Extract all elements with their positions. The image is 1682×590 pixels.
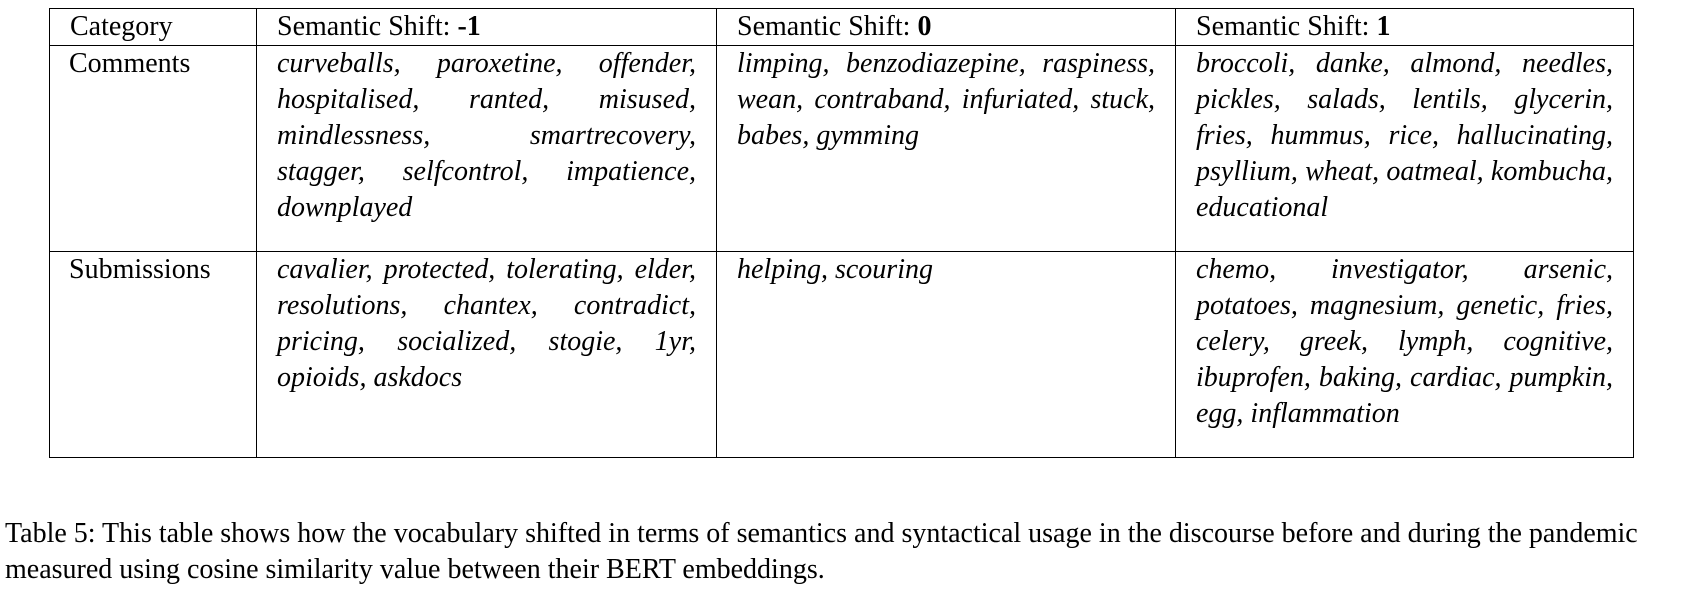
row-category: Submissions — [50, 252, 257, 458]
shift-value-neg: -1 — [457, 11, 481, 42]
shift-value-pos: 1 — [1376, 11, 1391, 42]
words-shift-neg: curveballs, paroxetine, offender, hospitalised, ranted, misused, mindlessness, smartrecovery, stagger, selfcontrol, impatience, downplayed — [257, 46, 717, 252]
words-shift-neg: cavalier, protected, tolerating, elder, resolutions, chantex, contradict, pricing, socialized, stogie, 1yr, opioids, askdocs — [257, 252, 717, 458]
table-row-submissions — [50, 252, 1634, 458]
table — [49, 8, 1634, 458]
shift-prefix: Semantic Shift: — [277, 11, 458, 42]
table-caption: Table 5: This table shows how the vocabulary shifted in terms of semantics and syntactical usage in the discourse before and during the pandemic measured using cosine similarity value between their BERT embeddings. — [5, 518, 1638, 585]
shift-prefix: Semantic Shift: — [737, 11, 918, 42]
shift-value-zero: 0 — [917, 11, 932, 42]
header-shift-neg — [257, 9, 717, 46]
header-row — [50, 9, 1634, 46]
shift-prefix: Semantic Shift: — [1196, 11, 1377, 42]
words-shift-pos: chemo, investigator, arsenic, potatoes, magnesium, genetic, fries, celery, greek, lymph, cognitive, ibuprofen, baking, cardiac, pumpkin, egg, inflammation — [1176, 252, 1634, 458]
header-category: Category — [50, 9, 257, 46]
header-shift-zero — [717, 9, 1176, 46]
row-category: Comments — [50, 46, 257, 252]
words-shift-zero: limping, benzodiazepine, raspiness, wean, contraband, infuriated, stuck, babes, gymming — [717, 46, 1176, 252]
words-shift-pos: broccoli, danke, almond, needles, pickles, salads, lentils, glycerin, fries, hummus, rice, hallucinating, psyllium, wheat, oatmeal, kombucha, educational — [1176, 46, 1634, 252]
table-row-comments — [50, 46, 1634, 252]
words-shift-zero: helping, scouring — [717, 252, 1176, 458]
header-shift-pos — [1176, 9, 1634, 46]
vocabulary-shift-table — [49, 8, 1633, 458]
